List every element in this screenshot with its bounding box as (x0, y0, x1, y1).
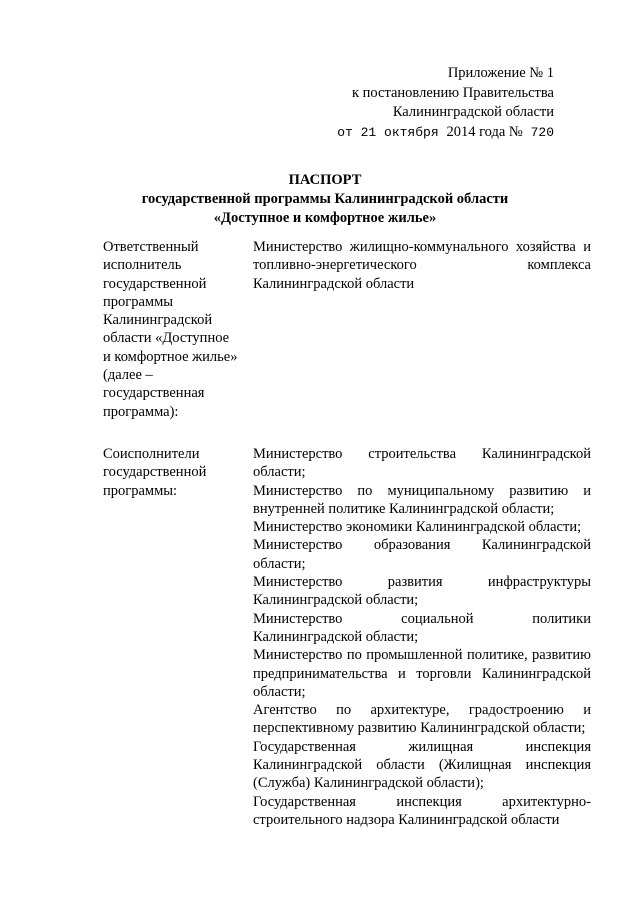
list-item: Государственная инспекция архитектурно-строительного надзора Калининградской области (253, 793, 591, 828)
passport-row-responsible (103, 238, 591, 421)
appendix-resolution: к постановлению Правительства (352, 84, 554, 101)
list-item: Министерство экономики Калининградской области; (253, 519, 582, 536)
list-item: Министерство развития инфраструктуры Калининградской области; (253, 574, 591, 609)
passport-row-coexecutors (103, 445, 591, 829)
list-item: Агентство по архитектуре, градостроению и перспективному развитию Калининградской области; (253, 702, 591, 737)
appendix-date (300, 123, 554, 143)
document-number: 720 (530, 124, 554, 140)
list-item: Министерство строительства Калининградской области; (253, 445, 591, 481)
title-line-1: ПАСПОРТ (288, 172, 362, 188)
list-item: Министерство образования Калининградской области; (253, 537, 591, 572)
row-value-list (253, 445, 591, 829)
list-item: Государственная жилищная инспекция Калининградской области (Жилищная инспекция (Служба) Калининградской области); (253, 738, 591, 792)
list-item: Министерство по промышленной политике, развитию предпринимательства и торговли Калининградской области; (253, 647, 591, 700)
date-year: 2014 года № (446, 123, 523, 140)
appendix-header (300, 64, 554, 142)
row-value (253, 238, 591, 421)
title-line-3: «Доступное и комфортное жилье» (213, 210, 437, 226)
list-item: Министерство по муниципальному развитию и внутренней политике Калининградской области; (253, 482, 591, 517)
row-label: Ответственный исполнитель государственной программы Калининградской области «Доступное и комфортное жилье» (далее – государственная программа): (103, 239, 238, 420)
date-prefix: от 21 октября (337, 124, 439, 140)
appendix-region: Калининградской области (392, 104, 554, 120)
row-value-text: Министерство жилищно-коммунального хозяйства и топливно-энергетического комплекса Калининградской области (253, 239, 591, 292)
title-line-2: государственной программы Калининградской области (141, 191, 509, 207)
list-item: Министерство социальной политики Калининградской области; (253, 610, 591, 645)
document-title (60, 171, 590, 228)
row-label: Соисполнители государственной программы: (103, 445, 207, 499)
passport-table (103, 238, 591, 829)
appendix-number: Приложение № 1 (447, 65, 554, 81)
